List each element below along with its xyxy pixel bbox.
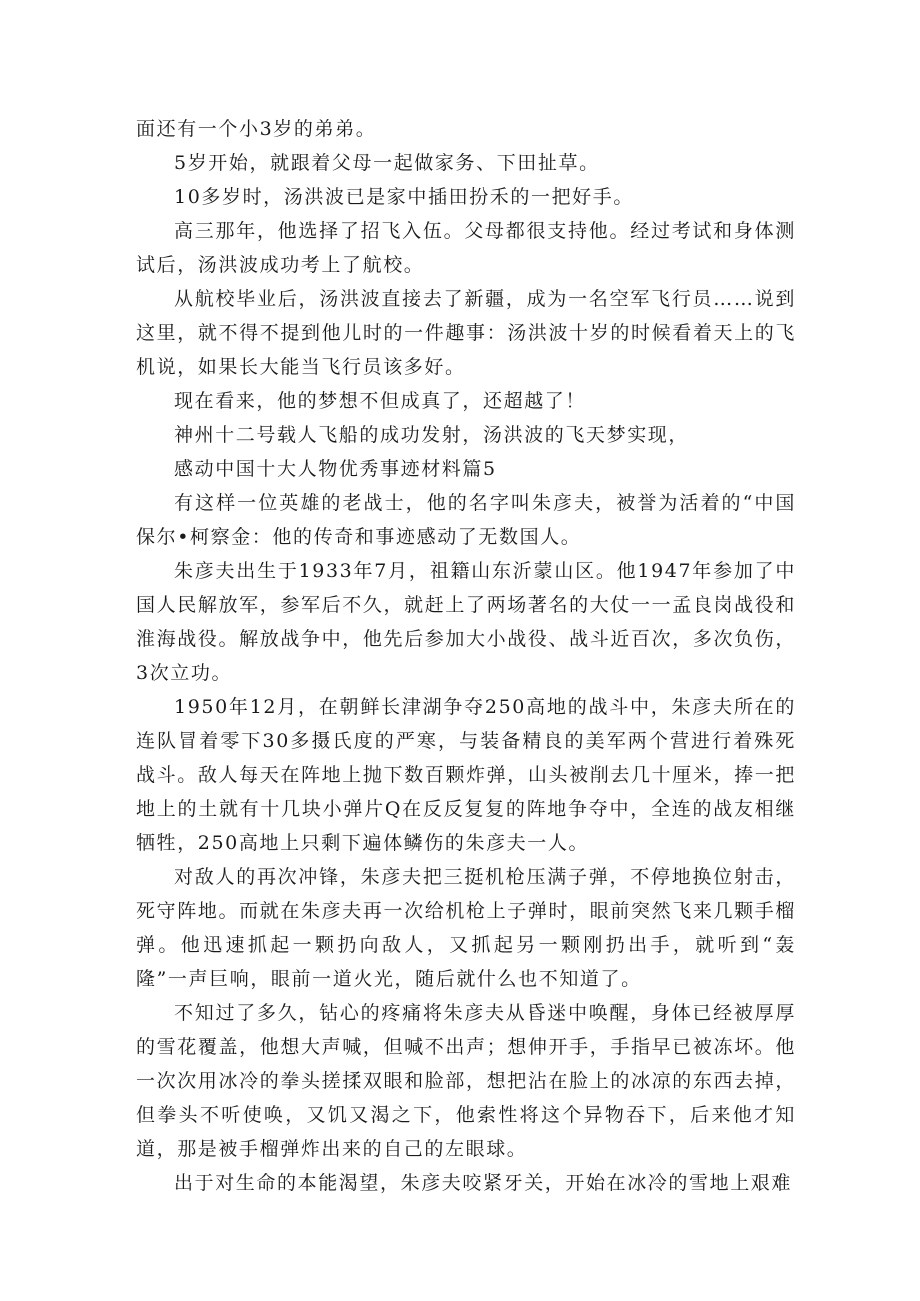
paragraph: 不知过了多久，钻心的疼痛将朱彦夫从昏迷中唤醒，身体已经被厚厚的雪花覆盖，他想大声喊，但喊不出声；想伸开手，手指早已被冻坏。他一次次用冰冷的拳头搓揉双眼和脸部，想把沾在脸上的冰凉的东西去掉，但拳头不听使唤，又饥又渴之下，他索性将这个异物吞下，后来他才知道，那是被手榴弹炸出来的自己的左眼球。 — [136, 1002, 796, 1160]
document-body — [136, 112, 796, 1200]
paragraph: 面还有一个小3岁的弟弟。 — [136, 118, 377, 140]
paragraph: 现在看来，他的梦想不但成真了，还超越了！ — [174, 390, 587, 412]
paragraph: 朱彦夫出生于1933年7月，祖籍山东沂蒙山区。他1947年参加了中国人民解放军，参军后不久，就赶上了两场著名的大仗一一孟良岗战役和淮海战役。解放战争中，他先后参加大小战役、战斗近百次，多次负伤，3次立功。 — [136, 560, 796, 684]
paragraph: 高三那年，他选择了招飞入伍。父母都很支持他。经过考试和身体测试后，汤洪波成功考上了航校。 — [136, 220, 796, 276]
paragraph: 10多岁时，汤洪波已是家中插田扮禾的一把好手。 — [174, 186, 634, 208]
paragraph: 对敌人的再次冲锋，朱彦夫把三挺机枪压满子弹，不停地换位射击，死守阵地。而就在朱彦夫再一次给机枪上子弹时，眼前突然飞来几颗手榴弹。他迅速抓起一颗扔向敌人，又抓起另一颗刚扔出手，就听到“轰隆”一声巨响，眼前一道火光，随后就什么也不知道了。 — [136, 866, 796, 990]
paragraph: 1950年12月，在朝鲜长津湖争夺250高地的战斗中，朱彦夫所在的连队冒着零下30多摄氏度的严寒，与装备精良的美军两个营进行着殊死战斗。敌人每天在阵地上抛下数百颗炸弹，山头被削去几十厘米，捧一把地上的土就有十几块小弹片Q在反反复复的阵地争夺中，全连的战友相继牺牲，250高地上只剩下遍体鳞伤的朱彦夫一人。 — [136, 696, 796, 854]
section-heading: 感动中国十大人物优秀事迹材料篇5 — [174, 458, 497, 480]
paragraph: 从航校毕业后，汤洪波直接去了新疆，成为一名空军飞行员……说到这里，就不得不提到他儿时的一件趣事：汤洪波十岁的时候看着天上的飞机说，如果长大能当飞行员该多好。 — [136, 288, 796, 378]
paragraph: 出于对生命的本能渴望，朱彦夫咬紧牙关，开始在冰冷的雪地上艰难 — [174, 1172, 793, 1194]
paragraph: 5岁开始，就跟着父母一起做家务、下田扯草。 — [174, 152, 600, 174]
paragraph: 神州十二号载人飞船的成功发射，汤洪波的飞天梦实现， — [174, 424, 690, 446]
paragraph: 有这样一位英雄的老战士，他的名字叫朱彦夫，被誉为活着的“中国保尔•柯察金：他的传奇和事迹感动了无数国人。 — [136, 492, 796, 548]
